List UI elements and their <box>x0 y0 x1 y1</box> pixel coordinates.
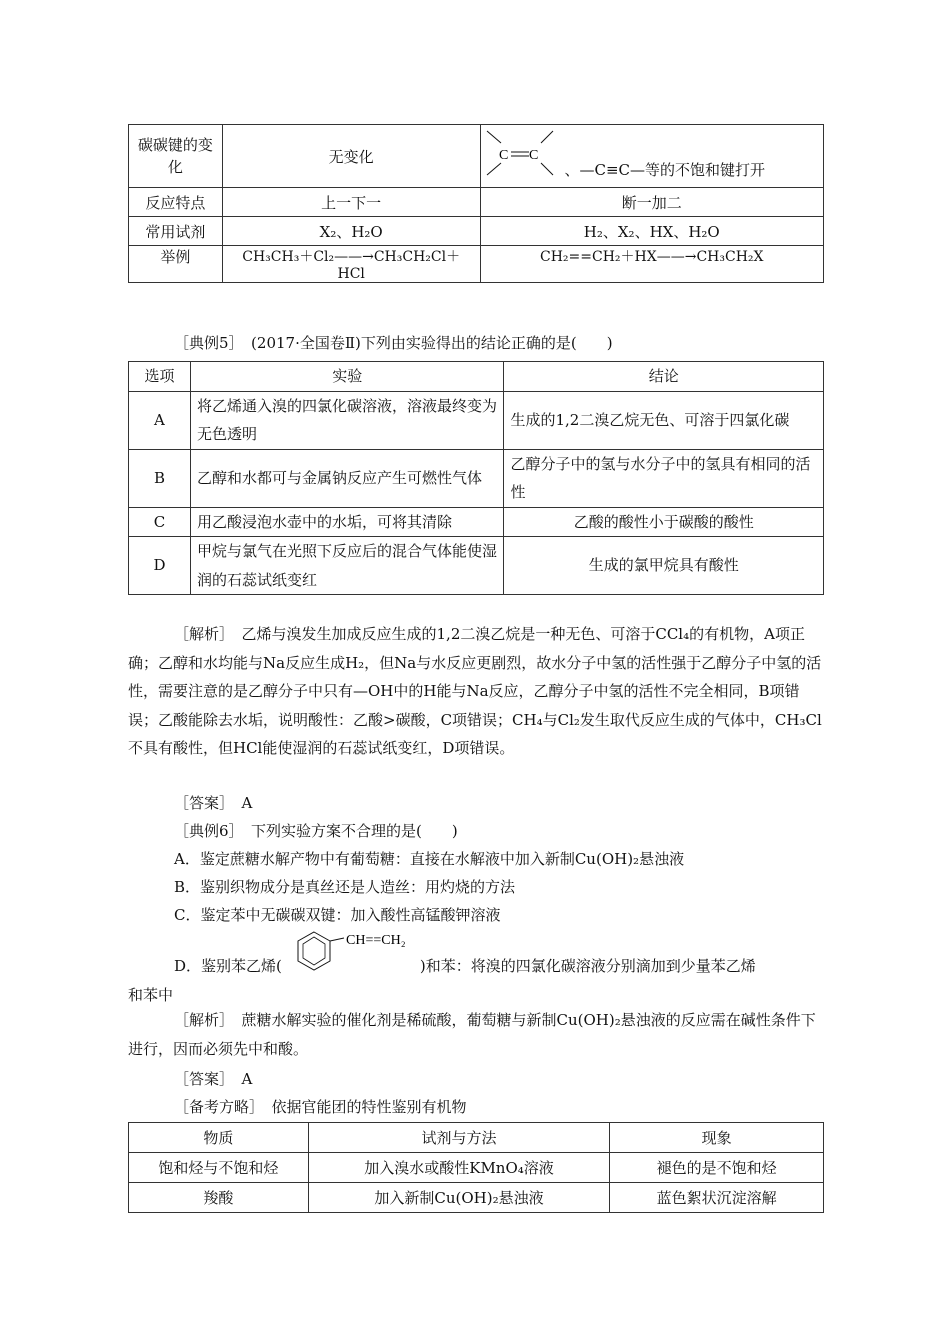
row-label: 举例 <box>129 246 223 283</box>
header-conclusion: 结论 <box>504 362 824 392</box>
substance-cell: 羧酸 <box>129 1183 309 1213</box>
phenomenon-cell: 蓝色絮状沉淀溶解 <box>610 1183 824 1213</box>
option-a: A．鉴定蔗糖水解产物中有葡萄糖：直接在水解液中加入新制Cu(OH)₂悬浊液 <box>174 850 685 868</box>
header-substance: 物质 <box>129 1123 309 1153</box>
method-cell: 加入新制Cu(OH)₂悬浊液 <box>308 1183 610 1213</box>
experiment-cell: 将乙烯通入溴的四氯化碳溶液，溶液最终变为无色透明 <box>190 391 504 449</box>
table-row <box>129 1153 824 1183</box>
conclusion-cell: 乙酸的酸性小于碳酸的酸性 <box>504 507 824 537</box>
example5-analysis: ［解析］ 乙烯与溴发生加成反应生成的1,2二溴乙烷是一种无色、可溶于CCl₄的有机物，A项正确；乙醇和水均能与Na反应生成H₂，但Na与水反应更剧烈，故水分子中氢的活性强于乙醇分子中氢的活性，需要注意的是乙醇分子中只有—OH中的H能与Na反应，乙醇分子中氢的活性不完全相同，B项错误；乙酸能除去水垢，说明酸性：乙酸>碳酸，C项错误；CH₄与Cl₂发生取代反应生成的气体中，CH₃Cl不具有酸性，但HCl能使湿润的石蕊试纸变红，D项错误。 <box>128 625 822 757</box>
experiment-cell: 乙醇和水都可与金属钠反应产生可燃性气体 <box>190 449 504 507</box>
option-label: B <box>129 449 191 507</box>
conclusion-cell: 乙醇分子中的氢与水分子中的氢具有相同的活性 <box>504 449 824 507</box>
vinyl-group-label: CH==CH₂ <box>346 933 406 948</box>
table-row <box>129 246 824 283</box>
example5-title: ［典例5］ (2017·全国卷Ⅱ)下列由实验得出的结论正确的是( ) <box>174 334 613 352</box>
table-row <box>129 188 824 217</box>
cell-right: H₂、X₂、HX、H₂O <box>480 217 823 246</box>
option-d <box>174 955 756 976</box>
substance-cell: 饱和烃与不饱和烃 <box>129 1153 309 1183</box>
table-header-row <box>129 1123 824 1153</box>
header-option: 选项 <box>129 362 191 392</box>
option-label: A <box>129 391 191 449</box>
table-row <box>129 507 824 537</box>
example6-analysis: ［解析］ 蔗糖水解实验的催化剂是稀硫酸，葡萄糖与新制Cu(OH)₂悬浊液的反应需在碱性条件下进行，因而必须先中和酸。 <box>128 1011 816 1058</box>
cell-right <box>480 125 823 188</box>
header-experiment: 实验 <box>190 362 504 392</box>
cell-left: 无变化 <box>222 125 480 188</box>
table-row <box>129 391 824 449</box>
table-row <box>129 125 824 188</box>
strategy-title: ［备考方略］ 依据官能团的特性鉴别有机物 <box>174 1098 467 1116</box>
conclusion-cell: 生成的1,2二溴乙烷无色、可溶于四氯化碳 <box>504 391 824 449</box>
example6-answer: ［答案］ A <box>174 1070 253 1088</box>
header-method: 试剂与方法 <box>308 1123 610 1153</box>
table-row <box>129 1183 824 1213</box>
experiment-table <box>128 361 824 595</box>
option-b: B．鉴别织物成分是真丝还是人造丝：用灼烧的方法 <box>174 878 516 896</box>
option-d-cont: 和苯中 <box>128 986 174 1004</box>
header-phenomenon: 现象 <box>610 1123 824 1153</box>
option-label: D <box>129 537 191 595</box>
phenomenon-cell: 褪色的是不饱和烃 <box>610 1153 824 1183</box>
svg-text:C: C <box>498 148 508 163</box>
option-label: C <box>129 507 191 537</box>
row-label: 常用试剂 <box>129 217 223 246</box>
cell-right: 断一加二 <box>480 188 823 217</box>
strategy-table <box>128 1122 824 1213</box>
table-row <box>129 449 824 507</box>
table-row <box>129 537 824 595</box>
row-label: 碳碳键的变化 <box>129 125 223 188</box>
comparison-table <box>128 124 824 283</box>
conclusion-cell: 生成的氯甲烷具有酸性 <box>504 537 824 595</box>
styrene-structure-icon <box>294 926 434 986</box>
cell-right: CH₂==CH₂＋HX——→CH₃CH₂X <box>480 246 823 283</box>
experiment-cell: 用乙酸浸泡水壶中的水垢，可将其清除 <box>190 507 504 537</box>
row-label: 反应特点 <box>129 188 223 217</box>
unsaturated-bond-text: 、—C≡C—等的不饱和键打开 <box>564 161 766 179</box>
cell-left: X₂、H₂O <box>222 217 480 246</box>
example5-answer: ［答案］ A <box>174 794 253 812</box>
cell-left: 上一下一 <box>222 188 480 217</box>
double-bond-structure <box>481 127 561 183</box>
option-d-prefix: D．鉴别苯乙烯( <box>174 957 282 975</box>
option-c: C．鉴定苯中无碳碳双键：加入酸性高锰酸钾溶液 <box>174 906 501 924</box>
cell-left: CH₃CH₃＋Cl₂——→CH₃CH₂Cl＋HCl <box>222 246 480 283</box>
svg-text:C: C <box>528 148 538 163</box>
example6-title: ［典例6］ 下列实验方案不合理的是( ) <box>174 822 458 840</box>
option-d-suffix: )和苯：将溴的四氯化碳溶液分别滴加到少量苯乙烯 <box>419 957 756 975</box>
experiment-cell: 甲烷与氯气在光照下反应后的混合气体能使湿润的石蕊试纸变红 <box>190 537 504 595</box>
table-header-row <box>129 362 824 392</box>
method-cell: 加入溴水或酸性KMnO₄溶液 <box>308 1153 610 1183</box>
table-row <box>129 217 824 246</box>
